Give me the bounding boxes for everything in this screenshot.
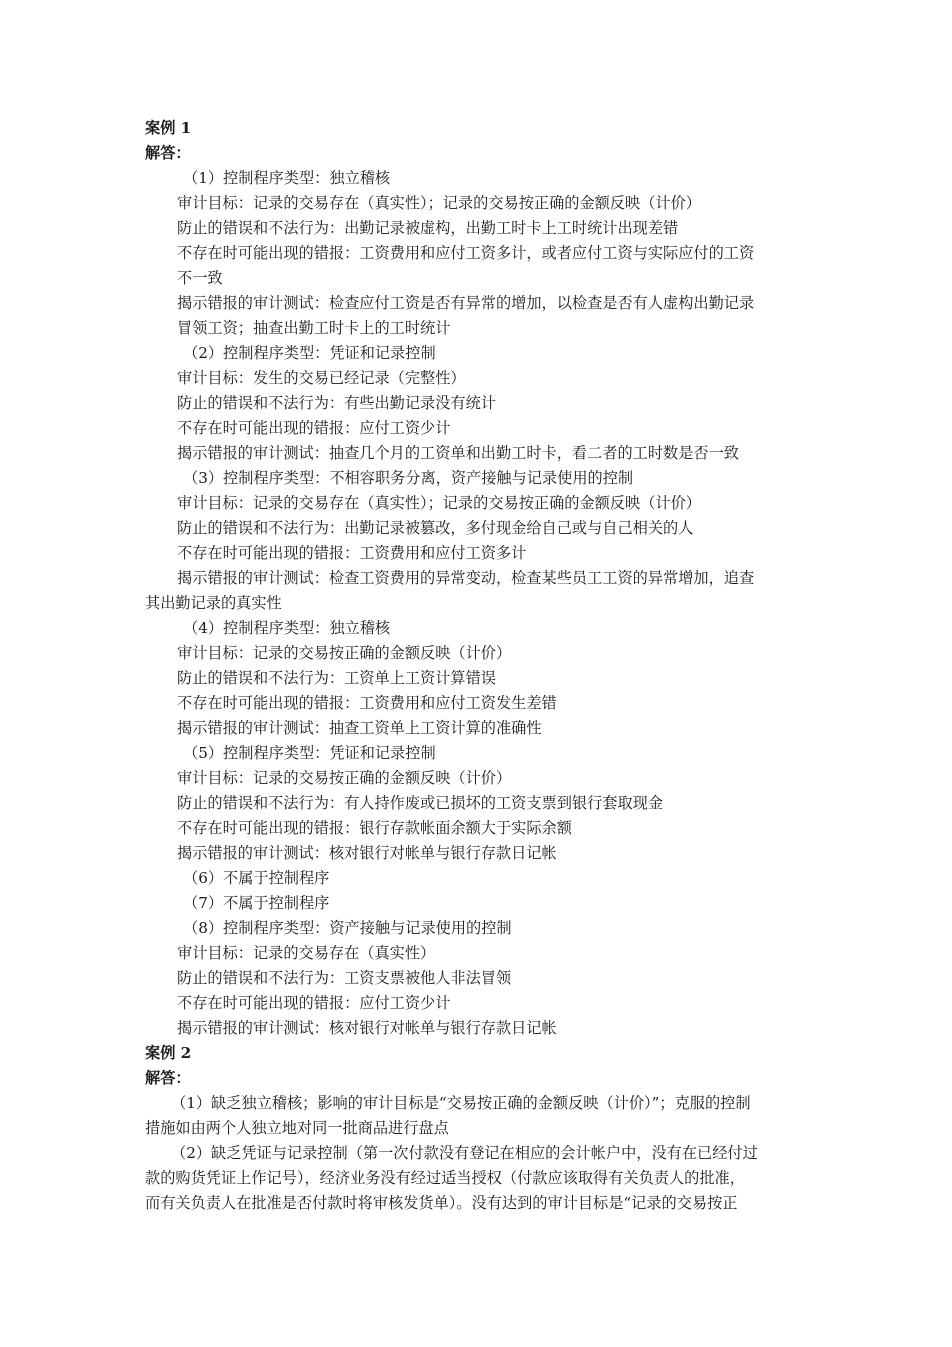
case2-paragraph2-line: 款的购货凭证上作记号），经济业务没有经过适当授权（付款应该取得有关负责人的批准， [145, 1169, 745, 1187]
case1-item4-line: 不存在时可能出现的错报：工资费用和应付工资发生差错 [177, 694, 557, 712]
case1-item8-line: 审计目标：记录的交易存在（真实性） [177, 944, 436, 962]
case1-item5-line: 揭示错报的审计测试：核对银行对帐单与银行存款日记帐 [177, 844, 557, 862]
case1-item2-line: 防止的错误和不法行为：有些出勤记录没有统计 [177, 394, 496, 412]
case1-item5-line: 不存在时可能出现的错报：银行存款帐面余额大于实际余额 [177, 819, 572, 837]
case1-item8-line: 揭示错报的审计测试：核对银行对帐单与银行存款日记帐 [177, 1019, 557, 1037]
case1-item3-line: 审计目标：记录的交易存在（真实性）；记录的交易按正确的金额反映（计价） [177, 494, 701, 512]
case2-paragraph2-line: 而有关负责人在批准是否付款时将审核发货单）。没有达到的审计目标是“记录的交易按正 [145, 1194, 738, 1212]
case1-item4-heading: （4）控制程序类型：独立稽核 [183, 619, 391, 637]
case1-item5-line: 防止的错误和不法行为：有人持作废或已损坏的工资支票到银行套取现金 [177, 794, 663, 812]
case1-item3-heading: （3）控制程序类型：不相容职务分离，资产接触与记录使用的控制 [183, 469, 634, 487]
case1-item2-line: 审计目标：发生的交易已经记录（完整性） [177, 369, 466, 387]
case1-item8-heading: （8）控制程序类型：资产接触与记录使用的控制 [183, 919, 512, 937]
case1-item3-line: 防止的错误和不法行为：出勤记录被篡改，多付现金给自己或与自己相关的人 [177, 519, 694, 537]
case2-paragraph2-first: （2）缺乏凭证与记录控制（第一次付款没有登记在相应的会计帐户中，没有在已经付过 [171, 1144, 758, 1162]
document-body [145, 116, 813, 1216]
case1-item4-line: 防止的错误和不法行为：工资单上工资计算错误 [177, 669, 496, 687]
case1-item2-heading: （2）控制程序类型：凭证和记录控制 [183, 344, 436, 362]
case1-item1-line: 冒领工资；抽查出勤工时卡上的工时统计 [177, 319, 451, 337]
case1-answer-label: 解答： [145, 144, 191, 162]
case1-item8-line: 不存在时可能出现的错报：应付工资少计 [177, 994, 451, 1012]
case1-item1-line: 不存在时可能出现的错报：工资费用和应付工资多计，或者应付工资与实际应付的工资 [177, 244, 755, 262]
case2-answer-label: 解答： [145, 1069, 191, 1087]
case1-item2-line: 揭示错报的审计测试：抽查几个月的工资单和出勤工时卡，看二者的工时数是否一致 [177, 444, 739, 462]
case1-item5-heading: （5）控制程序类型：凭证和记录控制 [183, 744, 436, 762]
case1-item7-heading: （7）不属于控制程序 [183, 894, 330, 912]
case1-title: 案例 1 [145, 119, 192, 137]
case1-item4-line: 揭示错报的审计测试：抽查工资单上工资计算的准确性 [177, 719, 542, 737]
case1-item3-continuation: 其出勤记录的真实性 [145, 594, 282, 612]
case1-item3-line: 不存在时可能出现的错报：工资费用和应付工资多计 [177, 544, 527, 562]
case1-item1-line: 不一致 [177, 269, 223, 287]
case2-paragraph1-line: 措施如由两个人独立地对同一批商品进行盘点 [145, 1119, 449, 1137]
case1-item6-heading: （6）不属于控制程序 [183, 869, 330, 887]
case1-item1-line: 揭示错报的审计测试：检查应付工资是否有异常的增加，以检查是否有人虚构出勤记录 [177, 294, 755, 312]
case1-item2-line: 不存在时可能出现的错报：应付工资少计 [177, 419, 451, 437]
case1-item1-line: 审计目标：记录的交易存在（真实性）；记录的交易按正确的金额反映（计价） [177, 194, 701, 212]
case1-item8-line: 防止的错误和不法行为：工资支票被他人非法冒领 [177, 969, 512, 987]
case2-paragraph1-first: （1）缺乏独立稽核；影响的审计目标是“交易按正确的金额反映（计价）”；克服的控制 [171, 1094, 751, 1112]
case2-title: 案例 2 [145, 1044, 192, 1062]
case1-item1-line: 防止的错误和不法行为：出勤记录被虚构，出勤工时卡上工时统计出现差错 [177, 219, 679, 237]
case1-item1-heading: （1）控制程序类型：独立稽核 [183, 169, 391, 187]
case1-item3-line: 揭示错报的审计测试：检查工资费用的异常变动，检查某些员工工资的异常增加，追查 [177, 569, 755, 587]
case1-item4-line: 审计目标：记录的交易按正确的金额反映（计价） [177, 644, 512, 662]
case1-item5-line: 审计目标：记录的交易按正确的金额反映（计价） [177, 769, 512, 787]
